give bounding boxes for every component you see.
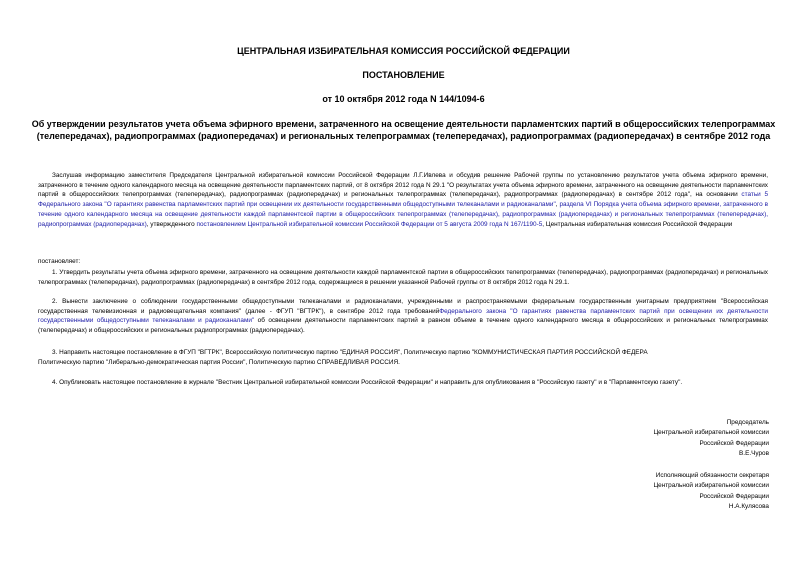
commission-heading: ЦЕНТРАЛЬНАЯ ИЗБИРАТЕЛЬНАЯ КОМИССИЯ РОССИЙСКОЙ ФЕДЕРАЦИИ xyxy=(237,46,570,56)
preamble-text-4: , Центральная избирательная комиссия Российской Федерации xyxy=(542,220,733,228)
document-type: ПОСТАНОВЛЕНИЕ xyxy=(362,70,445,80)
preamble-text-2: , xyxy=(555,201,560,209)
chair-name: В.Е.Чуров xyxy=(739,450,769,458)
item-2-text-1: 2. Вынести заключение о соблюдении государственными общедоступными телеканалами и радиоканалами, учрежденными и распространяемыми федеральным государственным унитарным предприятием "Всероссийская государственная телевизионная и радиовещательная компания" (далее - ФГУП "ВГТРК"), в сентябре 2012 года требований xyxy=(38,298,768,315)
item-3-line-1: 3. Направить настоящее постановление в ФГУП "ВГТРК", Всероссийскую политическую партию "ЕДИНАЯ РОССИЯ", Политическую партию "КОММУНИСТИЧЕСКАЯ ПАРТИЯ РОССИЙСКОЙ ФЕДЕРА xyxy=(52,349,648,356)
document-title: Об утверждении результатов учета объема эфирного времени, затраченного на освещение деятельности парламентских партий в общероссийских телепрограммах (телепередачах), радиопрограммах (радиопередачах) и региональных телепрограммах (телепередачах), радиопрограммах (радиопередачах) в сентябре 2012 года xyxy=(31,119,776,141)
chair-role: Председатель xyxy=(726,419,769,426)
law-article-5-link[interactable]: статьи 5 Федерального закона "О гарантиях равенства парламентских партий при освещении их деятельности государственными общедоступными телеканалами и радиоканалами" xyxy=(38,191,768,209)
preamble-text-3: , утвержденного xyxy=(146,220,197,228)
resolution-167-link[interactable]: постановлением Центральной избирательной комиссии Российской Федерации от 5 августа 2009 года N 167/1190-5 xyxy=(196,220,543,228)
secretary-org-2: Российской Федерации xyxy=(699,492,769,500)
federal-law-link[interactable]: Федерального закона "О гарантиях равенства парламентских партий при освещении их деятельности государственными общедоступными телеканалами и радиоканалами" xyxy=(38,307,768,325)
item-2 xyxy=(38,297,768,336)
chair-signature-block xyxy=(653,418,769,460)
preamble-text-1: Заслушав информацию заместителя Председателя Центральной избирательной комиссии Российской Федерации Л.Г.Ивлева и обсудив решение Рабочей группы по установлению результатов учета объема эфирного времени, затраченного в течение одного календарного месяца на освещение деятельности парламентских партий, от 8 октября 2012 года N 29.1 "О результатах учета объема эфирного времени, затраченного на освещение деятельности парламентских партий в общероссийских телепрограммах (телепередачах), радиопрограммах (радиопередачах) и региональных телепрограммах (телепередачах), радиопрограммах (радиопередачах) в сентябре 2012 года", на основании xyxy=(38,172,768,199)
procedure-section-vi-link[interactable]: раздела VI Порядка учета объема эфирного времени, затраченного в течение одного календарного месяца на освещение деятельности каждой парламентской партии в общероссийских телепрограммах (телепередачах), радиопрограммах (радиопередачах) и региональных телепрограммах (телепередачах), радиопрограммах (радиопередачах) xyxy=(38,201,768,228)
resolves-label: постановляет: xyxy=(38,258,81,265)
secretary-role: Исполняющий обязанности секретаря xyxy=(655,472,769,479)
secretary-org-1: Центральной избирательной комиссии xyxy=(653,482,769,490)
preamble-paragraph xyxy=(38,171,768,229)
date-number: от 10 октября 2012 года N 144/1094-6 xyxy=(322,94,485,104)
secretary-signature-block xyxy=(653,471,769,513)
item-4: 4. Опубликовать настоящее постановление в журнале "Вестник Центральной избирательной комиссии Российской Федерации" и направить для опубликования в "Российскую газету" и в "Парламентскую газету". xyxy=(52,379,683,386)
item-1: 1. Утвердить результаты учета объема эфирного времени, затраченного на освещение деятельности каждой парламентской партии в общероссийских телепрограммах (телепередачах), радиопрограммах (радиопередачах) и региональных телепрограммах (телепередачах), радиопрограммах (радиопередачах) в сентябре 2012 года, содержащиеся в решении указанной Рабочей группы от 8 октября 2012 года N 29.1. xyxy=(38,269,768,286)
chair-org-2: Российской Федерации xyxy=(699,439,769,447)
secretary-name: Н.А.Кулясова xyxy=(728,503,769,511)
item-3-line-2: Политическую партию "Либерально-демократическая партия России", Политическую партию СПРАВЕДЛИВАЯ РОССИЯ. xyxy=(38,359,400,366)
item-2-text-2: об освещении деятельности парламентских партий в равном объеме в течение одного календарного месяца в общероссийских и региональных телепрограммах (телепередачах) и общероссийских и региональных радиопрограммах (радиопередачах). xyxy=(38,317,768,335)
chair-org-1: Центральной избирательной комиссии xyxy=(653,429,769,437)
